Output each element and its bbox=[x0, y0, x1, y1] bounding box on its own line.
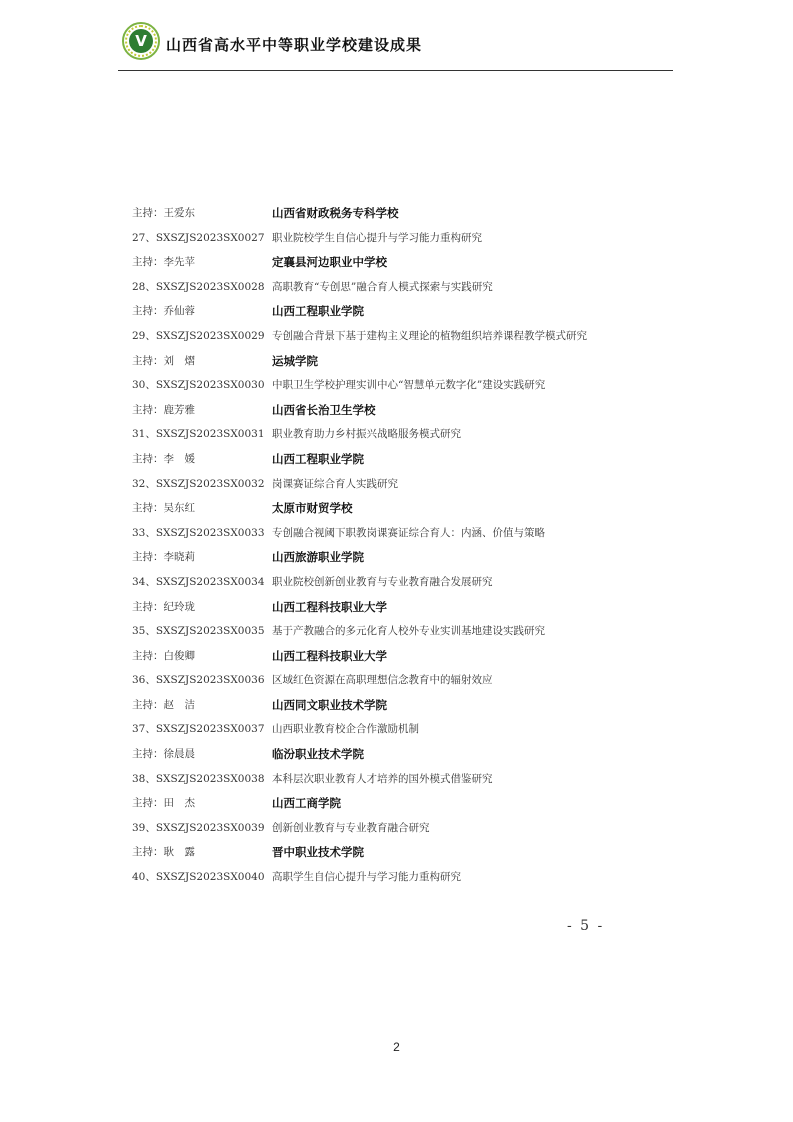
host-row bbox=[55, 840, 685, 865]
project-code: 28、SXSZJS2023SX0028 bbox=[132, 280, 265, 293]
project-row bbox=[55, 422, 685, 447]
project-row bbox=[55, 717, 685, 742]
institution-name: 运城学院 bbox=[272, 353, 318, 368]
host-row bbox=[55, 496, 685, 521]
project-title: 职业教育助力乡村振兴战略服务模式研究 bbox=[272, 428, 461, 441]
project-code: 29、SXSZJS2023SX0029 bbox=[132, 329, 265, 342]
project-row bbox=[55, 521, 685, 546]
host-name: 主持：徐晨晨 bbox=[132, 748, 195, 761]
project-row bbox=[55, 226, 685, 251]
host-row bbox=[55, 595, 685, 620]
host-name: 主持：鹿芳雅 bbox=[132, 403, 195, 416]
institution-name: 山西工程职业学院 bbox=[272, 451, 364, 466]
project-row bbox=[55, 767, 685, 792]
host-name: 主持：乔仙蓉 bbox=[132, 305, 195, 318]
host-row bbox=[55, 250, 685, 275]
host-row bbox=[55, 447, 685, 472]
project-code: 33、SXSZJS2023SX0033 bbox=[132, 526, 265, 539]
page-header bbox=[118, 22, 673, 74]
host-row bbox=[55, 791, 685, 816]
project-code: 39、SXSZJS2023SX0039 bbox=[132, 821, 265, 834]
host-row bbox=[55, 545, 685, 570]
inner-page-number: - 5 - bbox=[567, 918, 605, 934]
header-divider bbox=[118, 70, 673, 71]
school-logo-icon bbox=[122, 22, 160, 60]
institution-name: 山西旅游职业学院 bbox=[272, 550, 364, 565]
institution-name: 山西工程科技职业大学 bbox=[272, 648, 387, 663]
project-row bbox=[55, 275, 685, 300]
host-row bbox=[55, 742, 685, 767]
project-code: 35、SXSZJS2023SX0035 bbox=[132, 625, 265, 638]
project-code: 27、SXSZJS2023SX0027 bbox=[132, 231, 265, 244]
project-title: 职业院校创新创业教育与专业教育融合发展研究 bbox=[272, 575, 493, 588]
footer-page-number: 2 bbox=[393, 1040, 400, 1054]
project-title: 专创融合背景下基于建构主义理论的植物组织培养课程教学模式研究 bbox=[272, 329, 587, 342]
institution-name: 定襄县河边职业中学校 bbox=[272, 255, 387, 270]
institution-name: 山西同文职业技术学院 bbox=[272, 697, 387, 712]
project-code: 31、SXSZJS2023SX0031 bbox=[132, 428, 265, 441]
institution-name: 山西工程职业学院 bbox=[272, 304, 364, 319]
institution-name: 山西工程科技职业大学 bbox=[272, 599, 387, 614]
host-name: 主持：李晓莉 bbox=[132, 551, 195, 564]
host-row bbox=[55, 299, 685, 324]
project-title: 高职教育“专创思”融合育人模式探索与实践研究 bbox=[272, 280, 493, 293]
institution-name: 山西工商学院 bbox=[272, 796, 341, 811]
institution-name: 晋中职业技术学院 bbox=[272, 845, 364, 860]
host-name: 主持：李先苹 bbox=[132, 256, 195, 269]
project-row bbox=[55, 472, 685, 497]
host-name: 主持：吴东红 bbox=[132, 502, 195, 515]
host-name: 主持：李 媛 bbox=[132, 452, 195, 465]
project-title: 高职学生自信心提升与学习能力重构研究 bbox=[272, 871, 461, 884]
host-name: 主持：耿 露 bbox=[132, 846, 195, 859]
institution-name: 临汾职业技术学院 bbox=[272, 747, 364, 762]
project-row bbox=[55, 865, 685, 890]
logo-letter: V bbox=[129, 29, 153, 53]
project-list bbox=[55, 201, 685, 890]
project-title: 创新创业教育与专业教育融合研究 bbox=[272, 821, 430, 834]
institution-name: 山西省财政税务专科学校 bbox=[272, 206, 399, 220]
project-title: 岗课赛证综合育人实践研究 bbox=[272, 477, 398, 490]
project-title: 山西职业教育校企合作激励机制 bbox=[272, 723, 419, 736]
project-row bbox=[55, 373, 685, 398]
project-title: 专创融合视阈下职教岗课赛证综合育人：内涵、价值与策略 bbox=[272, 526, 545, 539]
host-row bbox=[55, 201, 685, 226]
project-code: 30、SXSZJS2023SX0030 bbox=[132, 379, 265, 392]
institution-name: 山西省长治卫生学校 bbox=[272, 402, 376, 417]
host-name: 主持：白俊卿 bbox=[132, 649, 195, 662]
project-code: 37、SXSZJS2023SX0037 bbox=[132, 723, 265, 736]
project-code: 38、SXSZJS2023SX0038 bbox=[132, 772, 265, 785]
project-code: 34、SXSZJS2023SX0034 bbox=[132, 575, 265, 588]
project-row bbox=[55, 570, 685, 595]
scanned-page bbox=[55, 108, 685, 908]
host-name: 主持：赵 洁 bbox=[132, 698, 195, 711]
project-title: 职业院校学生自信心提升与学习能力重构研究 bbox=[272, 231, 482, 244]
project-code: 40、SXSZJS2023SX0040 bbox=[132, 871, 265, 884]
host-row bbox=[55, 398, 685, 423]
project-code: 36、SXSZJS2023SX0036 bbox=[132, 674, 265, 687]
host-row bbox=[55, 349, 685, 374]
host-name: 主持：刘 熠 bbox=[132, 354, 195, 367]
project-title: 中职卫生学校护理实训中心“智慧单元数字化”建设实践研究 bbox=[272, 379, 546, 392]
project-row bbox=[55, 619, 685, 644]
header-title: 山西省高水平中等职业学校建设成果 bbox=[166, 36, 423, 54]
project-title: 区域红色资源在高职理想信念教育中的辐射效应 bbox=[272, 674, 493, 687]
host-name: 主持：王爱东 bbox=[132, 207, 195, 219]
project-title: 本科层次职业教育人才培养的国外模式借鉴研究 bbox=[272, 772, 493, 785]
host-name: 主持：田 杰 bbox=[132, 797, 195, 810]
host-row bbox=[55, 644, 685, 669]
project-code: 32、SXSZJS2023SX0032 bbox=[132, 477, 265, 490]
project-row bbox=[55, 668, 685, 693]
host-row bbox=[55, 693, 685, 718]
host-name: 主持：纪玲珑 bbox=[132, 600, 195, 613]
institution-name: 太原市财贸学校 bbox=[272, 501, 353, 516]
project-row bbox=[55, 816, 685, 841]
project-row bbox=[55, 324, 685, 349]
project-title: 基于产教融合的多元化育人校外专业实训基地建设实践研究 bbox=[272, 625, 545, 638]
